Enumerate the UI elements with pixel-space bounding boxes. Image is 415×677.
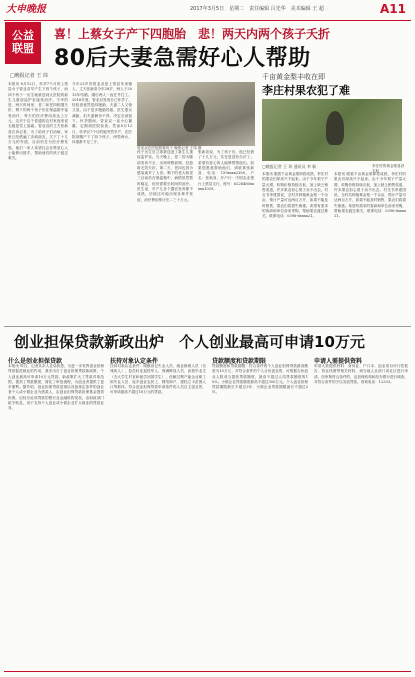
footer-rule: [4, 671, 411, 672]
side-story-headline: 李庄村果农犯了难: [262, 84, 350, 97]
second-story-col4: 申请人需提供材料：身份证、户口本、创业项目可行性报告、营业执照等相关材料，到当地人社部门或社区进行申请。经审核符合条件的，由担保机构和经办银行进行调查，对符合条件的予以发放贷款。咨询电话：12333。: [314, 364, 408, 384]
second-subhead-4: 申请人需提供资料: [314, 358, 363, 365]
newspaper-logo: 大申晚报: [6, 4, 46, 15]
side-photo-figure: [326, 111, 344, 145]
main-story-col2: 今年23岁的曾亚双是上蔡县朱里镇人，丈夫张新喜今年28岁，两人于2013年结婚。婚后两人一直在外打工。2016年底，曾亚双发现自己怀孕了，经检查竟然是四胞胎，夫妻二人又惊又喜。由于是多胞胎妊娠，医生建议减胎，但夫妻俩舍不得，决定全部留下。怀孕期间，曾亚双一直小心翼翼，定期到医院检查。然而8月12日，怀孕仅7个月的她突然早产，在医院剖腹产下了四个孩子，两男两女，体重都不足三斤。: [72, 82, 132, 145]
second-subhead-3: 什么是创业担保贷款: [8, 358, 63, 365]
side-photo: [262, 99, 402, 161]
side-story-col1: 本报讯 眼看千亩黄金梨即将成熟，李庄村的果农们却高兴不起来。由于今年梨子产量大增，收购价格持续走低，加上缺乏销售渠道，许多果农担心梨子卖不出去。村支书李建国说，全村共种植黄金梨一千余亩，预计产量可达两百万斤，如果不能及时销售，果农们将损失惨重。希望有需求的客商和单位前来采购，帮助果农渡过难关。联系电话：0396-6xxxx21。: [262, 172, 328, 219]
second-subhead-2: 扶持对象认定条件: [110, 358, 159, 365]
section-divider: [4, 326, 411, 327]
side-story-col2: 本报讯 眼看千亩黄金梨即将成熟，李庄村的果农们却高兴不起来。由于今年梨子产量大增，收购价格持续走低，加上缺乏销售渠道，许多果农担心梨子卖不出去。村支书李建国说，全村共种植黄金梨一千余亩，预计产量可达两百万斤，如果不能及时销售，果农们将损失惨重。希望有需求的客商和单位前来采购，帮助果农渡过难关。联系电话：0396-6xxxx21。: [334, 172, 406, 219]
main-kicker: 喜！上蔡女子产下四胞胎 悲！两天内两个孩子夭折: [54, 27, 331, 41]
side-story-title: 千亩黄金梨丰收在即: [262, 73, 325, 81]
section-tag: [5, 22, 41, 64]
second-story-col2: 扶持对象认定条件：城镇登记失业人员、就业困难人员（含残疾人）、复员转业退役军人、刑满释放人员、高校毕业生（含大学生村官和留学回国学生）、化解过剩产能企业职工和失业人员、返乡创业农民工、网络商户、建档立卡贫困人口等群体。符合创业担保贷款申请条件的人员自主创业的，可申请最高不超过10万元的贷款。: [110, 364, 206, 395]
main-byline: □晚报记者 王 玮: [10, 73, 48, 79]
dateline: 2017年3月5日 星期二 责任编辑 吕光华 美术编辑 王 超: [190, 6, 324, 12]
second-subhead-1: 贷款额度和贷款期限: [212, 358, 267, 365]
side-story-byline: □晚报记者 王 玮 通讯员 李 新: [262, 164, 317, 169]
section-tag-line1: 公益: [12, 29, 34, 42]
second-headline: 创业担保贷款新政出炉 个人创业最高可申请10万元: [14, 333, 365, 351]
second-story-col1: 本报讯 昨日，记者从市人社局获悉，为进一步发挥创业担保贷款促进就业的作用，我市出台了创业担保贷款新政策，个人创业最高可申请10万元贷款。新政策扩大了贷款对象范围，提高了贷款额度，简化了审批流程，为创业者提供了更多便利。据介绍，创业担保贷款是指以具备规定条件的创业者个人或小微企业为借款人，由创业担保贷款担保基金提供担保，由经办此项贷款的银行业金融机构发放，由财政部门给予贴息，用于支持个人创业或小微企业扩大就业的贷款业务。: [8, 364, 104, 411]
top-rule: [4, 20, 411, 21]
main-headline: 80后夫妻急需好心人帮助: [54, 46, 311, 71]
main-photo: [137, 82, 255, 146]
main-story-col4: 张新喜说，为了孩子们，他已经借了十几万元，实在是没有办法了。希望有爱心的人能够帮帮他们。如果您愿意帮助他们，请联系张新喜，电话：159xxxx2356，户名：张新喜，开户行：中国农业银行上蔡县支行，账号：6228480xxxxx1039。: [198, 150, 254, 192]
main-story-col3: 孩子出生后立即被送进了新生儿重症监护室。当天晚上，老二因为肺部发育不全，出现呼吸衰竭，经抢救无效夭折。第二天，老四也因为感染离开了人世。剩下的老大和老三目前仍在保温箱中，病情虽然暂时稳定，但仍需要长时间的治疗。医生说，早产儿各个器官发育都不成熟，后续还可能出现各种并发症，治疗费用预计在二三十万元。: [137, 150, 193, 202]
side-photo-caption: 李庄村的黄金梨喜获丰收: [372, 164, 405, 173]
photo-figure: [183, 96, 205, 132]
main-photo-caption: 曾亚双在医院照看孩子 晚报记者 王玮 摄: [137, 146, 202, 150]
second-story-col3: 贷款额度和贷款期限：符合条件的个人创业担保贷款最高额度为10万元；对符合条件的个人合伙创业的，可根据合伙创业人数适当提高贷款额度，最高不超过人均贷款额度的10%。小微企业贷款额度最高不超过300万元。个人创业担保贷款期限最长不超过3年，小微企业贷款期限最长不超过2年。: [212, 364, 308, 395]
main-story-col1: 本报讯 8月12日，怀孕7个月的上蔡县女子曾亚双早产生下四个孩子，而四个孩子一出生就被送到大医院的新生儿重症监护室接受治疗。不幸的是，两天时间里，老二和老四相继夭折，剩下的两个孩子仍在保温箱中接受治疗，每天的医疗费用高达上万元，这对于这个普通的农村家庭来说无疑是雪上加霜。曾亚双的丈夫张新喜告诉记者，为了给孩子们治病，家里已经借遍了亲戚朋友，欠下了十几万元的外债，目前仍在为医疗费发愁。他们一家人希望社会各界爱心人士能伸出援手，帮助他们的孩子渡过难关。: [8, 82, 68, 161]
section-tag-line2: 联盟: [12, 42, 34, 55]
page-number: A11: [380, 2, 406, 16]
